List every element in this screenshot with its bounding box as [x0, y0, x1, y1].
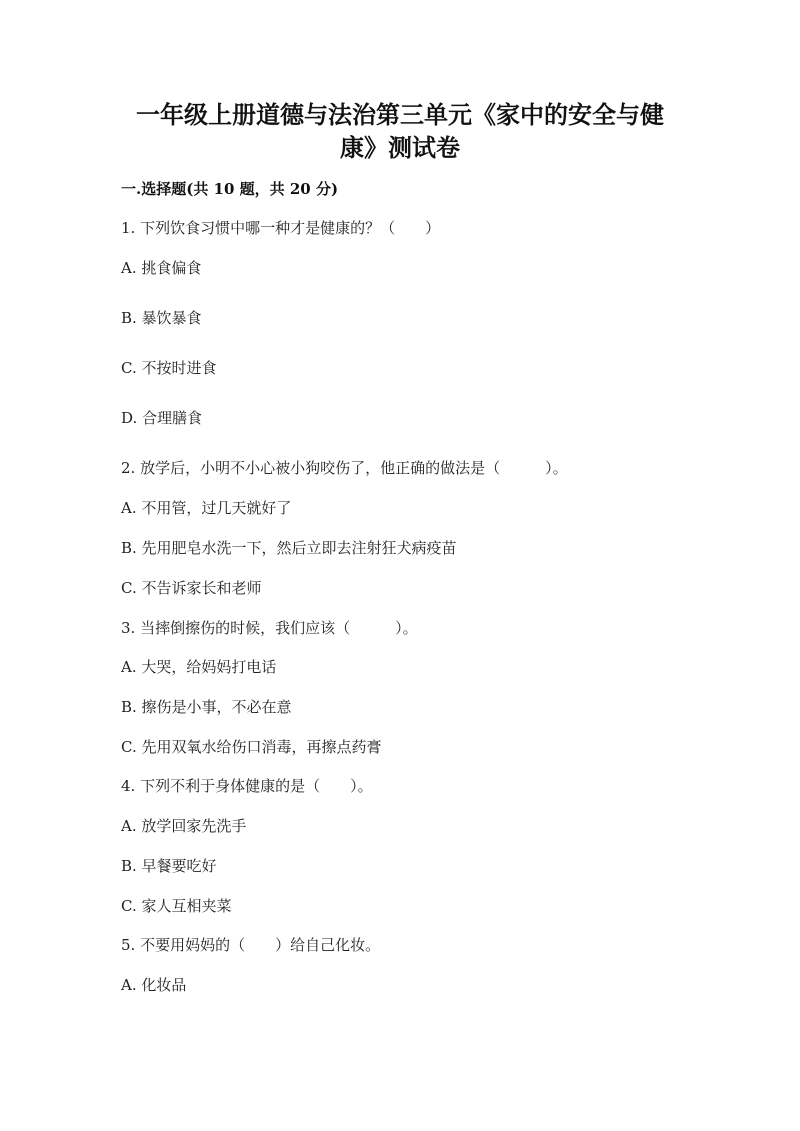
question-3-text: 3. 当摔倒擦伤的时候，我们应该（ ）。	[121, 619, 418, 637]
question-2-option-b: B. 先用肥皂水洗一下，然后立即去注射狂犬病疫苗	[121, 539, 457, 557]
question-1-text: 1. 下列饮食习惯中哪一种才是健康的？（ ）	[121, 219, 441, 237]
question-3-option-a: A. 大哭，给妈妈打电话	[121, 658, 277, 676]
title-line-1: 一年级上册道德与法治第三单元《家中的安全与健	[136, 100, 664, 129]
question-1-option-d: D. 合理膳食	[121, 409, 203, 427]
question-4-option-a: A. 放学回家先洗手	[121, 817, 247, 835]
question-1-option-c: C. 不按时进食	[121, 359, 217, 377]
question-4-option-c: C. 家人互相夹菜	[121, 897, 232, 915]
question-2-option-c: C. 不告诉家长和老师	[121, 579, 262, 597]
document-title	[100, 98, 700, 164]
question-3-option-c: C. 先用双氧水给伤口消毒，再擦点药膏	[121, 738, 382, 756]
question-2-option-a: A. 不用管，过几天就好了	[121, 499, 292, 517]
question-4-text: 4. 下列不利于身体健康的是（ ）。	[121, 777, 373, 795]
section-heading: 一.选择题(共 10 题，共 20 分)	[121, 180, 339, 198]
question-3-option-b: B. 擦伤是小事，不必在意	[121, 698, 292, 716]
title-line-2: 康》测试卷	[340, 133, 460, 162]
question-5-text: 5. 不要用妈妈的（ ）给自己化妆。	[121, 936, 381, 954]
question-5-option-a: A. 化妆品	[121, 976, 187, 994]
question-2-text: 2. 放学后，小明不小心被小狗咬伤了，他正确的做法是（ ）。	[121, 459, 568, 477]
question-1-option-a: A. 挑食偏食	[121, 259, 202, 277]
question-4-option-b: B. 早餐要吃好	[121, 857, 217, 875]
question-1-option-b: B. 暴饮暴食	[121, 309, 202, 327]
